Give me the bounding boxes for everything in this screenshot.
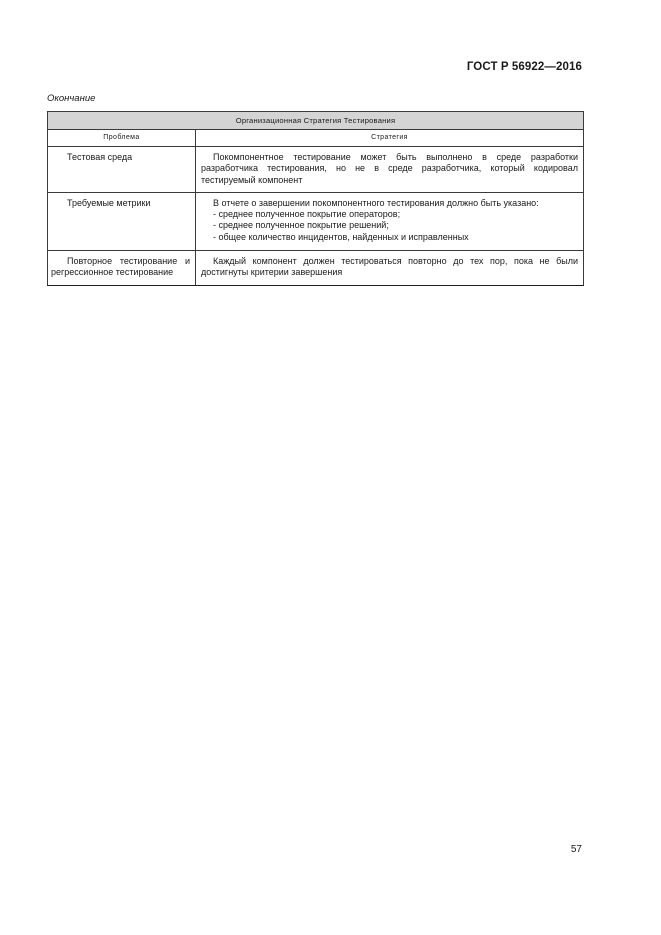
continuation-label: Окончание xyxy=(47,93,96,104)
table-title-row xyxy=(48,112,584,130)
page-number: 57 xyxy=(570,844,582,855)
list-item: - среднее полученное покрытие решений; xyxy=(213,220,389,231)
strategy-list xyxy=(196,193,583,250)
list-item: - общее количество инцидентов, найденных и исправленных xyxy=(213,231,469,242)
table-row xyxy=(48,251,584,286)
table-row xyxy=(48,147,584,193)
problem-text: Тестовая среда xyxy=(67,152,133,162)
strategy-cell xyxy=(196,192,584,250)
list-item: - среднее полученное покрытие операторов; xyxy=(213,209,401,220)
strategy-text: Покомпонентное тестирование может быть выполнено в среде разработки разработчика тестирования, но не в среде разработчика, который кодировал тестируемый компонент xyxy=(201,152,578,185)
table-header-row xyxy=(48,130,584,147)
column-header-problem: Проблема xyxy=(48,130,196,147)
problem-cell xyxy=(48,147,196,193)
strategy-intro: В отчете о завершении покомпонентного тестирования должно быть указано: xyxy=(213,197,539,208)
problem-text: Требуемые метрики xyxy=(67,197,151,208)
table-title: Организационная Стратегия Тестирования xyxy=(48,112,584,130)
problem-cell xyxy=(48,192,196,250)
problem-text: Повторное тестирование и регрессионное тестирование xyxy=(51,256,190,278)
table-row xyxy=(48,192,584,250)
strategy-cell xyxy=(196,147,584,193)
document-code: ГОСТ Р 56922—2016 xyxy=(466,61,582,73)
strategy-cell xyxy=(196,251,584,286)
strategy-text: Каждый компонент должен тестироваться повторно до тех пор, пока не были достигнуты критерии завершения xyxy=(201,256,578,278)
strategy-table xyxy=(47,111,584,286)
column-header-strategy: Стратегия xyxy=(196,130,584,147)
problem-cell xyxy=(48,251,196,286)
